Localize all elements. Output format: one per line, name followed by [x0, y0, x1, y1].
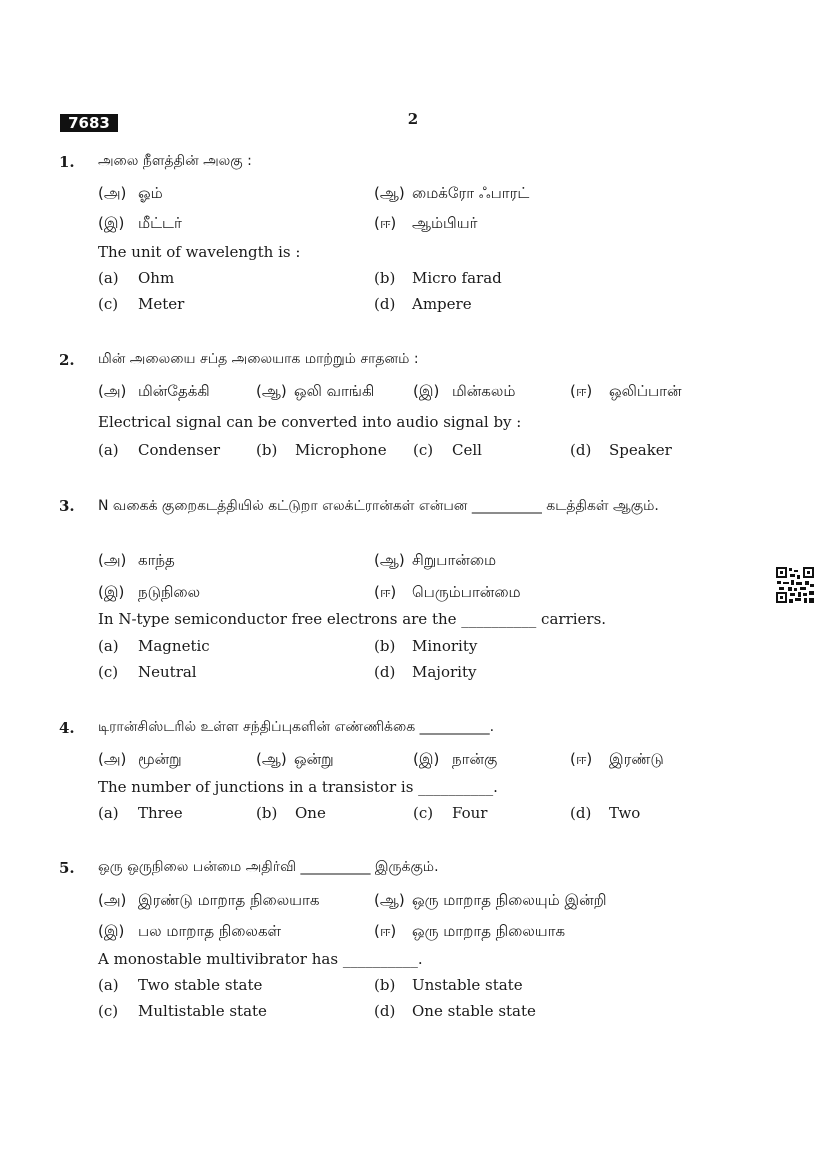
option-text: Ohm [138, 269, 175, 287]
option-text: Meter [138, 295, 185, 313]
option-label: (ஈ) [374, 583, 397, 601]
paper-code-badge: 7683 [60, 114, 118, 132]
option-text: ஒன்று [294, 750, 334, 768]
option-label: (c) [98, 1002, 119, 1020]
question-number: 1. [59, 153, 75, 171]
option-text: Minority [412, 637, 478, 655]
option-label: (a) [98, 976, 119, 994]
qr-code-icon [775, 566, 815, 604]
question-number: 4. [59, 719, 75, 737]
english-question: In N-type semiconductor free electrons are the __________ carriers. [98, 610, 607, 628]
option-label: (b) [374, 637, 396, 655]
option-text: Unstable state [412, 976, 523, 994]
option-text: மின்தேக்கி [138, 382, 210, 400]
option-text: நான்கு [452, 750, 498, 768]
option-label: (b) [374, 976, 396, 994]
question-number: 5. [59, 859, 75, 877]
question-number: 3. [59, 497, 75, 515]
option-text: ஓம் [138, 184, 163, 202]
option-label: (இ) [413, 750, 440, 768]
option-text: Neutral [138, 663, 197, 681]
option-label: (ஆ) [374, 551, 405, 569]
option-text: மூன்று [138, 750, 182, 768]
option-label: (இ) [413, 382, 440, 400]
option-label: (ஈ) [374, 922, 397, 940]
option-label: (b) [256, 804, 278, 822]
option-text: ஒலி வாங்கி [294, 382, 375, 400]
option-label: (அ) [98, 750, 127, 768]
option-text: சிறுபான்மை [412, 551, 497, 569]
option-text: பெரும்பான்மை [412, 583, 521, 601]
option-label: (c) [98, 295, 119, 313]
option-text: மின்கலம் [452, 382, 516, 400]
option-text: One stable state [412, 1002, 536, 1020]
option-label: (ஈ) [570, 750, 593, 768]
option-text: One [295, 804, 326, 822]
option-label: (d) [374, 1002, 396, 1020]
option-text: Cell [452, 441, 482, 459]
option-label: (b) [374, 269, 396, 287]
option-text: இரண்டு மாறாத நிலையாக [138, 891, 320, 909]
option-text: மீட்டர் [138, 214, 182, 232]
option-label: (c) [413, 804, 434, 822]
option-text: Speaker [609, 441, 672, 459]
option-label: (d) [570, 441, 592, 459]
option-label: (இ) [98, 214, 125, 232]
option-label: (ஆ) [256, 382, 287, 400]
option-text: ஆம்பியர் [412, 214, 478, 232]
tamil-question: மின் அலையை சப்த அலையாக மாற்றும் சாதனம் : [98, 351, 419, 367]
tamil-question: N வகைக் குறைகடத்தியில் கட்டுறா எலக்ட்ரான்கள் என்பன __________ கடத்திகள் ஆகும். [98, 498, 659, 514]
option-label: (d) [374, 663, 396, 681]
option-label: (a) [98, 637, 119, 655]
option-text: ஒரு மாறாத நிலையும் இன்றி [412, 891, 607, 909]
option-label: (d) [570, 804, 592, 822]
english-question: Electrical signal can be converted into audio signal by : [98, 413, 522, 431]
option-text: Four [452, 804, 488, 822]
option-label: (c) [98, 663, 119, 681]
option-text: Micro farad [412, 269, 502, 287]
option-label: (ஆ) [374, 184, 405, 202]
option-label: (a) [98, 441, 119, 459]
option-text: Two [609, 804, 641, 822]
option-text: பல மாறாத நிலைகள் [138, 922, 282, 940]
option-label: (அ) [98, 382, 127, 400]
option-text: ஒரு மாறாத நிலையாக [412, 922, 566, 940]
option-text: நடுநிலை [138, 583, 201, 601]
option-label: (ஈ) [570, 382, 593, 400]
option-label: (a) [98, 804, 119, 822]
option-text: மைக்ரோ ஃபாரட் [412, 184, 530, 202]
page-number: 2 [407, 110, 419, 128]
english-question: The unit of wavelength is : [98, 243, 301, 261]
option-label: (c) [413, 441, 434, 459]
option-text: Condenser [138, 441, 221, 459]
option-text: Two stable state [138, 976, 263, 994]
option-text: Multistable state [138, 1002, 267, 1020]
option-label: (இ) [98, 583, 125, 601]
option-text: இரண்டு [609, 750, 664, 768]
option-text: ஒலிப்பான் [609, 382, 682, 400]
option-text: Ampere [412, 295, 472, 313]
english-question: The number of junctions in a transistor is __________. [98, 778, 498, 796]
option-label: (அ) [98, 551, 127, 569]
option-text: Microphone [295, 441, 387, 459]
option-label: (a) [98, 269, 119, 287]
question-number: 2. [59, 351, 75, 369]
tamil-question: டிரான்சிஸ்டரில் உள்ள சந்திப்புகளின் எண்ணிக்கை __________. [98, 719, 495, 735]
option-label: (ஈ) [374, 214, 397, 232]
option-label: (அ) [98, 891, 127, 909]
option-text: Magnetic [138, 637, 210, 655]
option-label: (b) [256, 441, 278, 459]
option-text: Three [138, 804, 183, 822]
option-label: (இ) [98, 922, 125, 940]
option-label: (ஆ) [374, 891, 405, 909]
option-label: (d) [374, 295, 396, 313]
tamil-question: ஒரு ஒருநிலை பன்மை அதிர்வி __________ இருக்கும். [98, 859, 439, 875]
option-text: Majority [412, 663, 477, 681]
tamil-question: அலை நீளத்தின் அலகு : [98, 153, 252, 169]
option-label: (அ) [98, 184, 127, 202]
option-label: (ஆ) [256, 750, 287, 768]
english-question: A monostable multivibrator has __________. [98, 950, 423, 968]
option-text: காந்த [138, 551, 175, 569]
